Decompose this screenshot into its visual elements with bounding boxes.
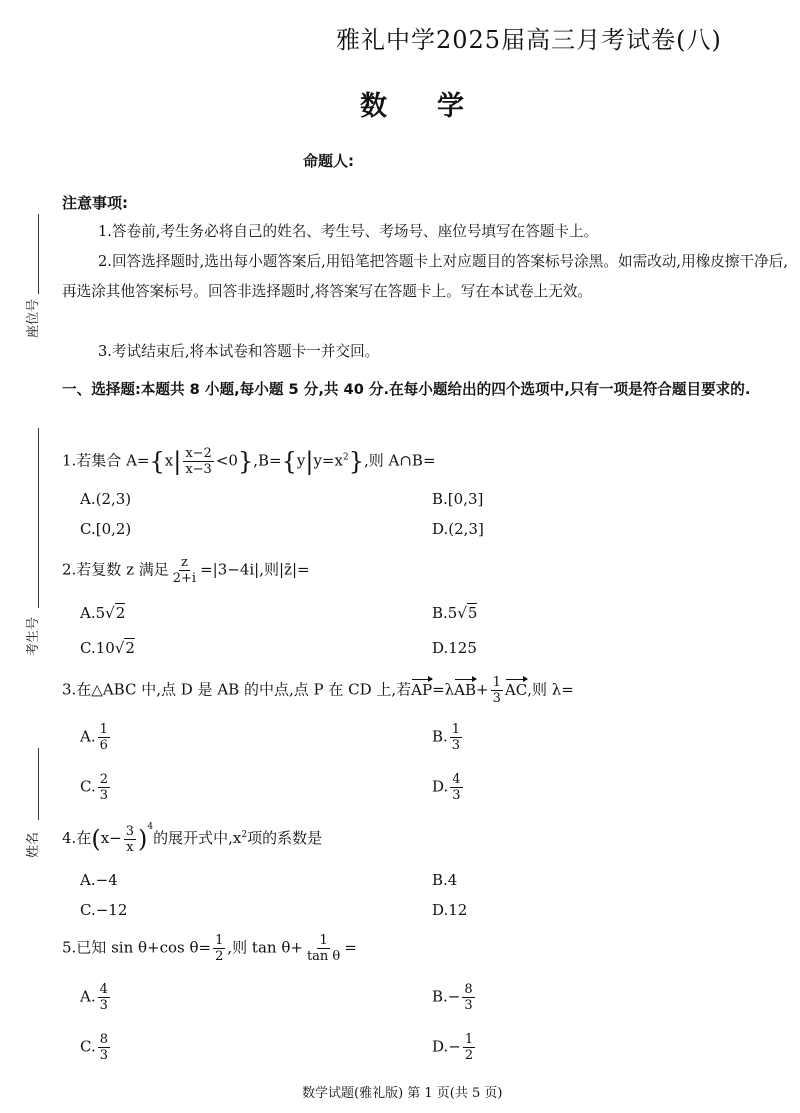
- exam-no-line: [38, 428, 39, 608]
- q1-option-a: A.(2,3): [80, 490, 132, 508]
- notice-item-3: 3.考试结束后,将本试卷和答题卡一并交回。: [98, 343, 380, 360]
- question-1: 1.若集合 A={x| $\frac{x-2}{x-3}$ $<0\},B=\{y|y=x^2\}$,则 A∩B=: [62, 446, 436, 477]
- question-3: 3.在△ABC 中,点 D 是 AB 的中点,点 P 在 CD 上,若AP=λAB+ $\frac{1}{3}$ AC,则 λ=: [62, 675, 574, 706]
- seat-line: [38, 214, 39, 294]
- q1-option-b: B.[0,3]: [432, 490, 484, 508]
- page-footer: 数学试题(雅礼版) 第 1 页(共 5 页): [302, 1086, 503, 1101]
- subject-title: 数学: [360, 91, 514, 122]
- author-label: 命题人:: [303, 152, 354, 170]
- notice-item-1: 1.答卷前,考生务必将自己的姓名、考生号、考场号、座位号填写在答题卡上。: [98, 223, 599, 240]
- q1-option-c: C.[0,2): [80, 520, 132, 538]
- q3-option-b: B. $\frac{1}{3}$: [432, 722, 461, 753]
- side-seat-label: 座位号: [26, 298, 41, 338]
- question-2: 2.若复数 z 满足 $\frac{z}{2+i}$ =|3−4i|,则|z̄|=: [62, 555, 310, 586]
- q2-option-b: B.5√5: [432, 604, 478, 622]
- q1-option-d: D.(2,3]: [432, 520, 484, 538]
- side-name-label: 姓名: [26, 831, 41, 858]
- q2-fraction: $\frac{z}{2+i}$: [172, 555, 197, 586]
- q4-option-d: D.12: [432, 901, 468, 919]
- q5-option-d: D.− $\frac{1}{2}$: [432, 1032, 474, 1063]
- q4-option-b: B.4: [432, 871, 458, 889]
- q2-option-d: D.125: [432, 639, 477, 657]
- q2-option-c: C.10√2: [80, 639, 135, 657]
- q5-option-a: A. $\frac{4}{3}$: [80, 982, 108, 1013]
- q3-option-d: D. $\frac{4}{3}$: [432, 772, 461, 803]
- side-exam-no-label: 考生号: [26, 616, 41, 656]
- q3-option-a: A. $\frac{1}{6}$: [80, 722, 108, 753]
- q4-option-a: A.−4: [80, 871, 118, 889]
- question-4: 4.在(x− $\frac{3}{x}$ )$^4$的展开式中$,x^2$项的系数是: [62, 822, 323, 855]
- exam-title: 雅礼中学2025届高三月考试卷(八): [336, 26, 722, 54]
- section-heading: 一、选择题:本题共 8 小题,每小题 5 分,共 40 分.在每小题给出的四个选项中,只有一项是符合题目要求的.: [62, 381, 751, 398]
- q1-fraction: $\frac{x-2}{x-3}$: [185, 446, 212, 477]
- q3-option-c: C. $\frac{2}{3}$: [80, 772, 108, 803]
- q5-option-b: B.− $\frac{8}{3}$: [432, 982, 473, 1013]
- notice-heading: 注意事项:: [62, 194, 128, 212]
- q5-option-c: C. $\frac{8}{3}$: [80, 1032, 108, 1063]
- question-5: 5.已知 sin θ+cos θ= $\frac{1}{2}$ ,则 tan θ+ $\frac{1}{\text{tan θ}}$ =: [62, 933, 357, 964]
- name-line: [38, 748, 39, 820]
- notice-item-2: 2.回答选择题时,选出每小题答案后,用铅笔把答题卡上对应题目的答案标号涂黑。如需改动,用橡皮擦干净后,再选涂其他答案标号。回答非选择题时,将答案写在答题卡上。写在本试卷上无效。: [62, 253, 788, 300]
- q2-option-a: A.5√2: [80, 604, 126, 622]
- q4-option-c: C.−12: [80, 901, 128, 919]
